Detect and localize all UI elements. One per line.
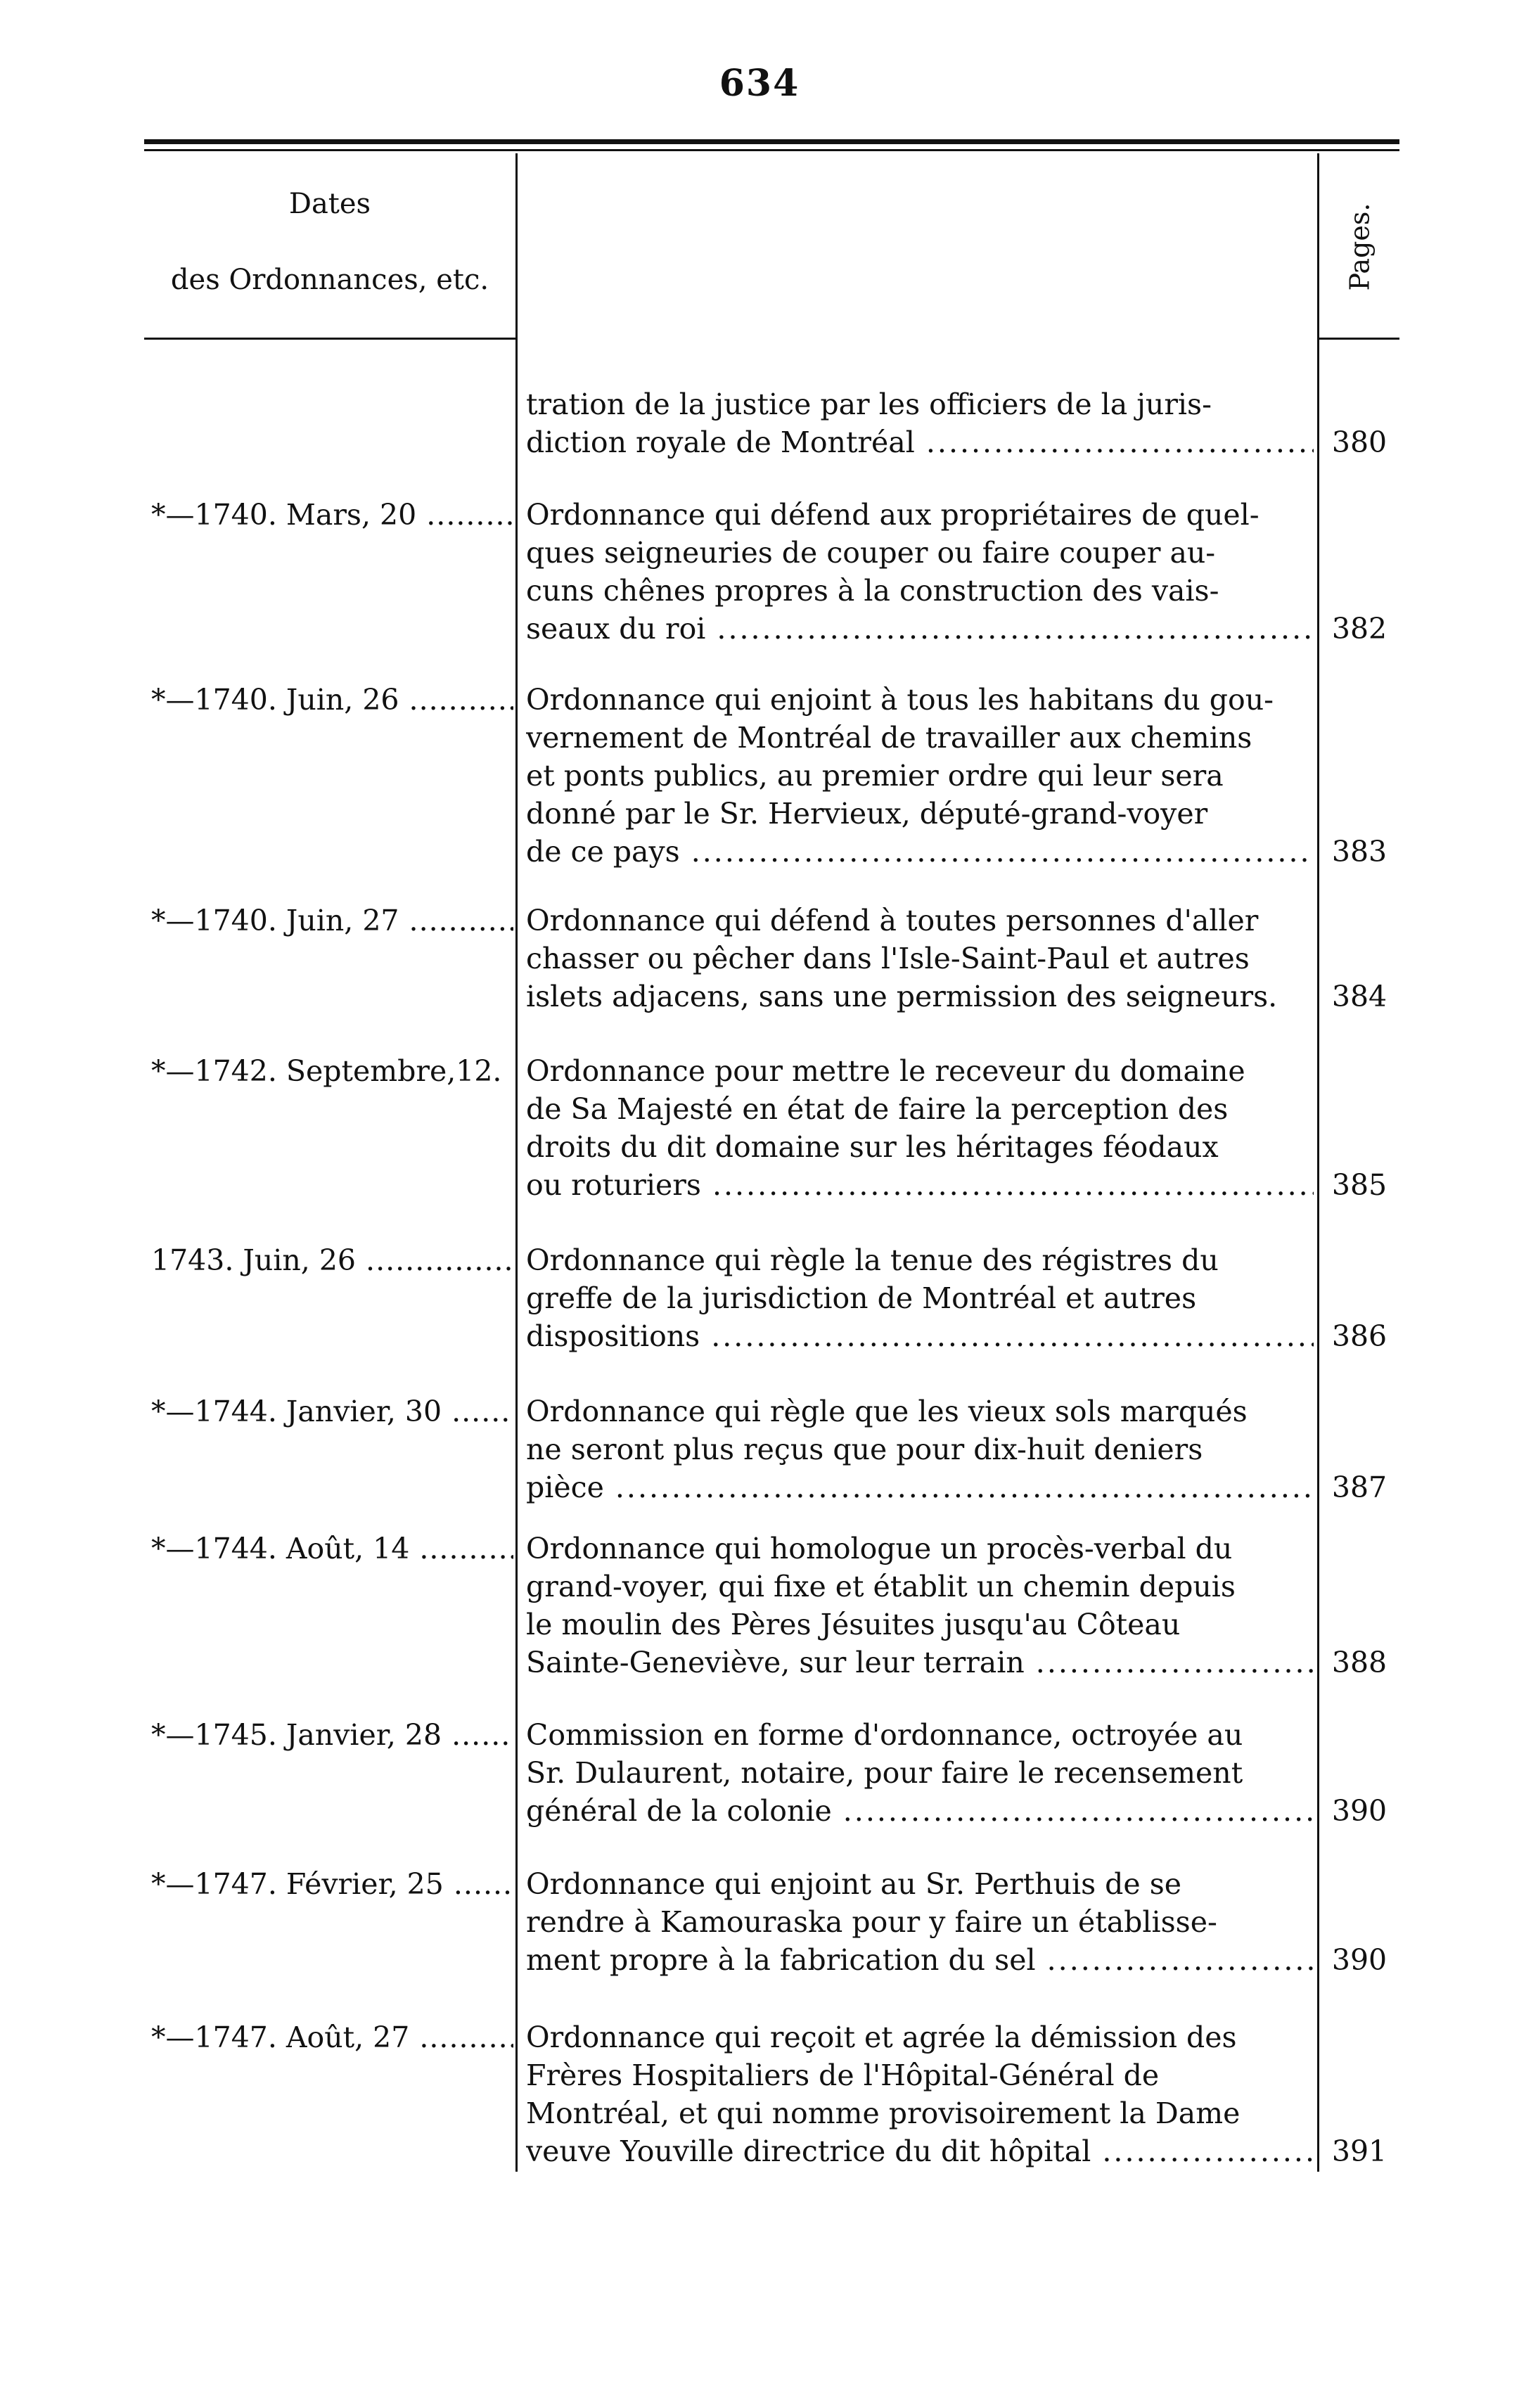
description-line: Montréal, et qui nomme provisoirement la Dame [526,2096,1241,2130]
ordinance-date: *—1747. Août, 27 ..... [151,2018,513,2057]
column-separator-left [515,153,518,2172]
ordinance-description [526,2018,1314,2170]
ordinance-date: *—1744. Janvier, 30 ..... [151,1392,513,1431]
ordinance-date: *—1745. Janvier, 28 ..... [151,1716,513,1755]
header-rule-dates [144,338,518,340]
description-line: Ordonnance qui enjoint au Sr. Perthuis de se [526,1867,1182,1901]
ordinance-description [526,902,1314,1016]
header-rule-pages [1319,338,1399,340]
description-line: diction royale de Montréal ..... [526,423,1314,461]
page-reference: 385 [1331,1168,1387,1202]
description-line: grand-voyer, qui fixe et établit un chemin depuis [526,1570,1236,1603]
page-reference: 391 [1331,2134,1387,2168]
description-line: chasser ou pêcher dans l'Isle-Saint-Paul et autres [526,942,1250,975]
description-line: Ordonnance qui règle que les vieux sols marqués [526,1395,1248,1428]
description-line: islets adjacens, sans une permission des seigneurs. [526,980,1278,1013]
description-line: pièce ..... [526,1468,1314,1506]
description-line: Commission en forme d'ordonnance, octroyée au [526,1718,1243,1752]
description-line: Ordonnance qui reçoit et agrée la démission des [526,2020,1237,2054]
description-line: dispositions ..... [526,1317,1314,1355]
description-line: tration de la justice par les officiers de la juris- [526,388,1212,421]
description-line: seaux du roi ..... [526,610,1314,648]
ordinance-description [526,496,1314,648]
ordinance-description [526,1392,1314,1506]
description-line: Ordonnance qui homologue un procès-verbal du [526,1532,1233,1565]
ordinance-date: *—1740. Juin, 27 ..... [151,902,513,940]
ordinance-description [526,1241,1314,1355]
description-line: droits du dit domaine sur les héritages féodaux [526,1130,1219,1164]
ordinance-description [526,681,1314,871]
page-reference: 383 [1331,835,1387,869]
description-line: Ordonnance pour mettre le receveur du domaine [526,1054,1245,1088]
description-line: veuve Youville directrice du dit hôpital ..... [526,2132,1314,2170]
description-line: Ordonnance qui défend à toutes personnes d'aller [526,904,1259,937]
description-line: de ce pays ..... [526,833,1314,871]
page-reference: 387 [1331,1471,1387,1504]
page-reference: 380 [1331,425,1387,459]
description-line: Ordonnance qui défend aux propriétaires de quel- [526,498,1260,532]
description-line: ment propre à la fabrication du sel ..... [526,1941,1314,1979]
ordinance-date: *—1740. Mars, 20 ..... [151,496,513,534]
ordinance-description [526,385,1314,461]
ordinance-description [526,1865,1314,1979]
description-line: Sainte-Geneviève, sur leur terrain ..... [526,1644,1314,1682]
description-line: ne seront plus reçus que pour dix-huit deniers [526,1433,1203,1466]
description-line: le moulin des Pères Jésuites jusqu'au Côteau [526,1608,1181,1641]
description-line: ou roturiers ..... [526,1166,1314,1204]
description-line: de Sa Majesté en état de faire la perception des [526,1092,1229,1126]
ordinance-description [526,1530,1314,1682]
description-line: et ponts publics, au premier ordre qui leur sera [526,759,1224,793]
description-line: Sr. Dulaurent, notaire, pour faire le recensement [526,1756,1243,1790]
ordinance-date: *—1740. Juin, 26 ..... [151,681,513,719]
description-line: Ordonnance qui règle la tenue des régistres du [526,1243,1219,1277]
description-line: vernement de Montréal de travailler aux chemins [526,721,1252,755]
pages-header-label: Pages. [1344,203,1376,291]
ordinance-description [526,1716,1314,1830]
page-reference: 384 [1331,980,1387,1013]
description-line: cuns chênes propres à la construction des vais- [526,574,1219,608]
ordinance-description [526,1052,1314,1204]
description-line: Frères Hospitaliers de l'Hôpital-Général de [526,2058,1160,2092]
page-number: 634 [719,62,800,105]
top-rule-thick [144,139,1399,144]
page-reference: 386 [1331,1319,1387,1353]
description-line: rendre à Kamouraska pour y faire un établisse- [526,1905,1217,1939]
ordinance-date: *—1742. Septembre,12. ..... [151,1052,513,1091]
column-separator-right [1317,153,1319,2172]
dates-header-line2: des Ordonnances, etc. [170,264,489,296]
description-line: greffe de la jurisdiction de Montréal et autres [526,1281,1197,1315]
description-line: général de la colonie ..... [526,1792,1314,1830]
page-reference: 390 [1331,1943,1387,1977]
page-reference: 388 [1331,1646,1387,1679]
ordinance-date: *—1747. Février, 25 ..... [151,1865,513,1904]
ordinance-date: 1743. Juin, 26 ..... [151,1241,513,1280]
description-line: donné par le Sr. Hervieux, député-grand-voyer [526,797,1208,831]
dates-header-line1: Dates [288,188,371,220]
pages-header [1322,159,1397,335]
page-reference: 382 [1331,612,1387,646]
top-rule-thin [144,149,1399,151]
page-reference: 390 [1331,1794,1387,1828]
description-line: Ordonnance qui enjoint à tous les habitans du gou- [526,683,1274,717]
ordinance-date: *—1744. Août, 14 ..... [151,1530,513,1568]
description-line: ques seigneuries de couper ou faire couper au- [526,536,1216,570]
